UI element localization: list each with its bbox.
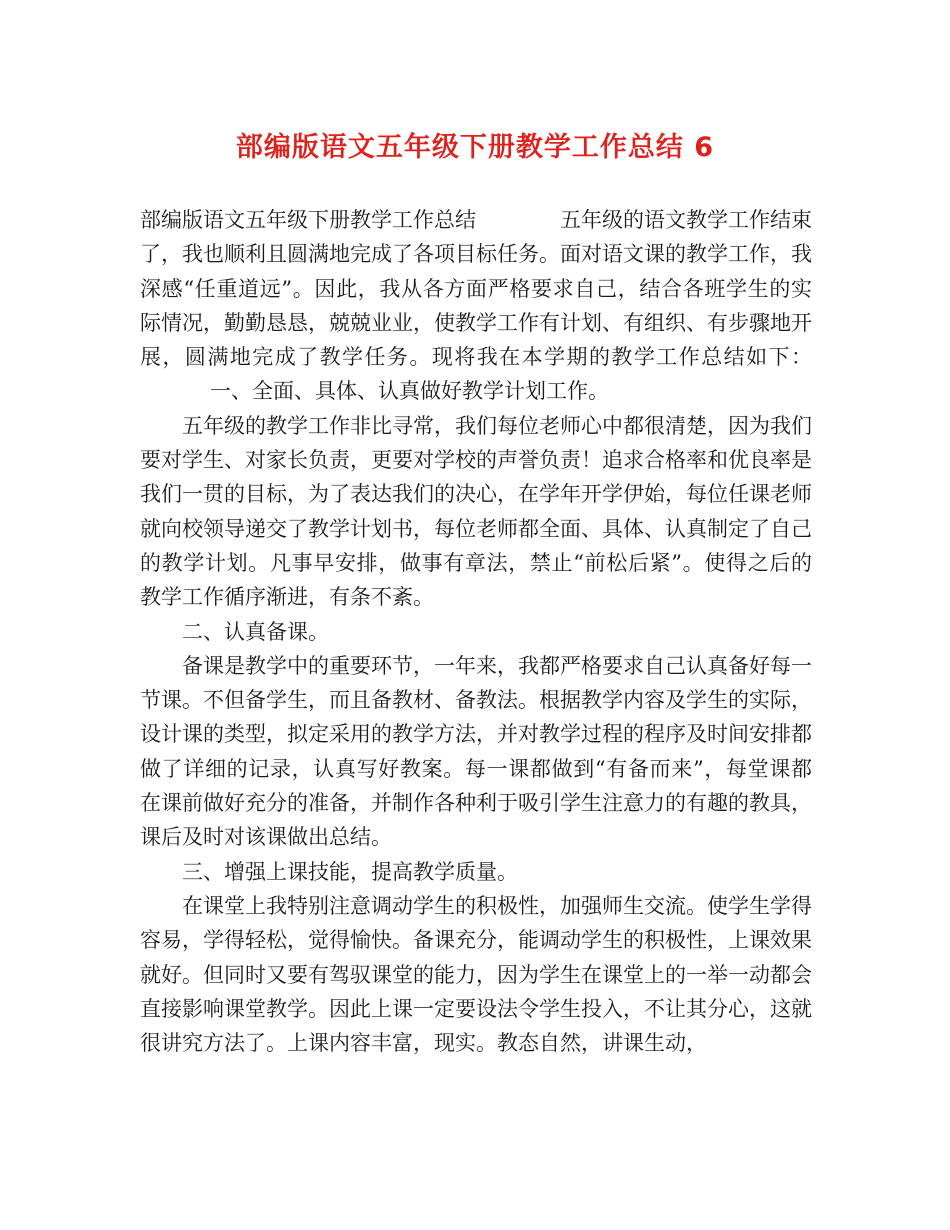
intro-body-text: 五年级的语文教学工作结束了，我也顺利且圆满地完成了各项目标任务。面对语文课的教学工作，我深感“任重道远”。因此，我从各方面严格要求自己，结合各班学生的实际情况，勤勤恳恳，兢兢业业，使教学工作有计划、有组织、有步骤地开展，圆满地完成了教学任务。现将我在本学期的教学工作总结如下： xyxy=(140,208,812,370)
paragraph-classroom: 在课堂上我特别注意调动学生的积极性，加强师生交流。使学生学得容易，学得轻松，觉得愉快。备课充分，能调动学生的积极性，上课效果就好。但同时又要有驾驭课堂的能力，因为学生在课堂上的一举一动都会直接影响课堂教学。因此上课一定要设法令学生投入，不让其分心，这就很讲究方法了。上课内容丰富，现实。教态自然，讲课生动， xyxy=(140,893,812,1056)
section-heading-1: 一、全面、具体、认真做好教学计划工作。 xyxy=(210,379,609,404)
document-title: 部编版语文五年级下册教学工作总结 6 xyxy=(235,132,715,163)
section-heading-2: 二、认真备课。 xyxy=(182,619,329,644)
intro-heading-text: 部编版语文五年级下册教学工作总结 xyxy=(140,208,476,232)
section-heading-3: 三、增强上课技能，提高教学质量。 xyxy=(182,859,518,884)
paragraph-lesson-prep: 备课是教学中的重要环节，一年来，我都严格要求自己认真备好每一节课。不但备学生，而且备教材、备教法。根据教学内容及学生的实际，设计课的类型，拟定采用的教学方法，并对教学过程的程序及时间安排都做了详细的记录，认真写好教案。每一课都做到“有备而来”，每堂课都在课前做好充分的准备，并制作各种利于吸引学生注意力的有趣的教具，课后及时对该课做出总结。 xyxy=(140,653,812,850)
intro-paragraph xyxy=(140,203,812,409)
paragraph-planning: 五年级的教学工作非比寻常，我们每位老师心中都很清楚，因为我们要对学生、对家长负责，更要对学校的声誉负责！追求合格率和优良率是我们一贯的目标，为了表达我们的决心，在学年开学伊始，每位任课老师就向校领导递交了教学计划书，每位老师都全面、具体、认真制定了自己的教学计划。凡事早安排，做事有章法，禁止“前松后紧”。使得之后的教学工作循序渐进，有条不紊。 xyxy=(140,413,812,610)
document-body xyxy=(140,203,812,1060)
